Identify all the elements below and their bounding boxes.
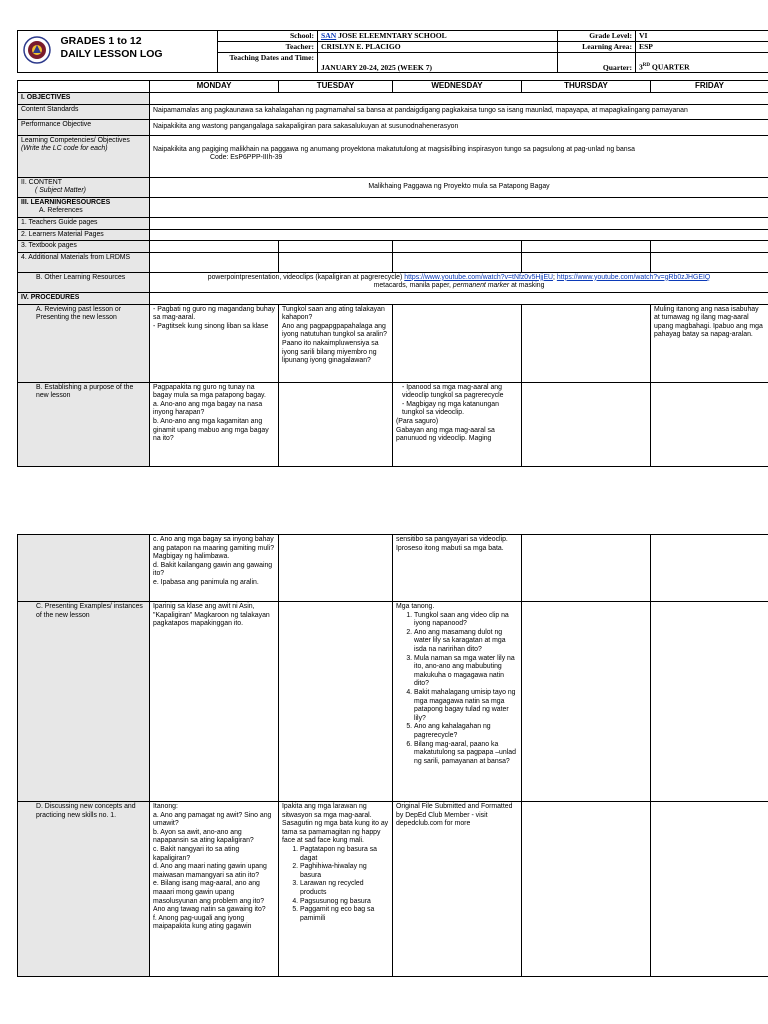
proc-b-label: B. Establishing a purpose of the new lesson: [18, 382, 150, 466]
proc-b-cont-label: [18, 535, 150, 602]
proc-a-friday: Muling itanong ang nasa isabuhay at tumawag ng ilang mag-aaral upang magbahagi. Ipabuo ang mga pahayag batay sa napag-aralan.: [651, 304, 768, 382]
content-standards-label: Content Standards: [18, 104, 150, 119]
proc-a-thursday: [522, 304, 651, 382]
competencies-label: Learning Competencies/ Objectives (Write the LC code for each): [18, 135, 150, 177]
document-title: [58, 31, 218, 73]
list-item: 2. Ano ang masamang dulot ng water lily sa karagatan at mga isda na naririhan dito?: [414, 629, 518, 655]
competency-code: Code: EsP6PPP-IIIh-39: [210, 154, 283, 162]
proc-c-label: C. Presenting Examples/ instances of the new lesson: [18, 602, 150, 802]
day-header-wednesday: WEDNESDAY: [393, 81, 522, 93]
day-header-friday: FRIDAY: [651, 81, 768, 93]
teachers-guide-label: 1. Teachers Guide pages: [18, 217, 150, 229]
list-item: 3. Mula naman sa mga water lily na ito, ano-ano ang mabubuting makukuha o magagawa natin dito?: [414, 655, 518, 689]
procedures-label: IV. PROCEDURES: [18, 292, 150, 304]
list-item: 5. Paggamit ng eco bag sa pamimili: [300, 906, 389, 923]
proc-b-cont-wednesday: sensitibo sa pangyayari sa videoclip. Iproseso itong mabuti sa mga bata.: [393, 535, 522, 602]
performance-objective-text: Naipakikita ang wastong pangangalaga sakapaligiran para sakasalukuyan at susunodnahenerasyon: [150, 119, 768, 135]
youtube-link-2[interactable]: https://www.youtube.com/watch?v=gRb0zJHGEIQ: [556, 273, 711, 281]
proc-b-monday: Pagpapakita ng guro ng tunay na bagay mula sa mga patapong bagay. a. Ano-ano ang mga bagay na nasa inyong harapan? b. Ano-ano ang mga kagamitan ang ginamit upang mabuo ang mga bagay na ito?: [150, 382, 279, 466]
youtube-link-1[interactable]: https://www.youtube.com/watch?v=tNfz0v5HjjEU: [404, 273, 554, 281]
proc-a-tuesday: Tungkol saan ang ating talakayan kahapon? Ano ang pagpapgpapahalaga ang iyong natutuhan tungkol sa aralin? Paano ito nakaimpluwensiya sa iyong sarili bilang miyembro ng lipunang iyong ginagalawan?: [279, 304, 393, 382]
list-item: 1. Pagtatapon ng basura sa dagat: [300, 846, 389, 863]
area-value: ESP: [636, 42, 768, 53]
title-line2: DAILY LESSON LOG: [60, 48, 163, 60]
proc-b-thursday: [522, 382, 651, 466]
list-item: 5. Ano ang kahalagahan ng pagrerecycle?: [414, 723, 518, 740]
list-item: 2. Paghihiwa-hiwalay ng basura: [300, 863, 389, 880]
dates-label: Teaching Dates and Time:: [218, 53, 318, 73]
other-resources-text: powerpointpresentation, videoclips (kapaligiran at pagrerecycle) https://www.youtube.com/watch?v=tNfz0v5HjjEU; https://www.youtube.com/watch?v=gRb0zJHGEIQ metacards, manila paper, permanent marker at masking: [150, 272, 768, 292]
header-table: [17, 30, 768, 73]
additional-materials-label: 4. Additional Materials from LRDMS: [18, 252, 150, 272]
list-item: 3. Larawan ng recycled products: [300, 880, 389, 897]
teacher-value: CRISLYN E. PLACIGO: [318, 42, 558, 53]
title-line1: GRADES 1 to 12: [60, 35, 142, 47]
proc-b-wednesday: - Ipanood sa mga mag-aaral ang videoclip tungkol sa pagrerecycle - Magbigay ng mga katanungan tungkol sa videoclip. (Para saguro) Gabayan ang mga mag-aaral sa panunuod ng videoclip. Maging: [393, 382, 522, 466]
proc-c-monday: Iparinig sa klase ang awit ni Asin, "Kapaligiran" Magkaroon ng talakayan pagkatapos mapakinggan ito.: [150, 602, 279, 802]
list-item: 4. Pagsusunog ng basura: [300, 898, 389, 907]
proc-a-wednesday: [393, 304, 522, 382]
proc-a-label: A. Reviewing past lesson or Presenting the new lesson: [18, 304, 150, 382]
deped-seal-icon: [23, 36, 51, 64]
lesson-log-table: [17, 80, 768, 467]
performance-objective-label: Performance Objective: [18, 119, 150, 135]
content-text: Malikhaing Paggawa ng Proyekto mula sa Patapong Bagay: [150, 177, 768, 197]
list-item: 4. Bakit mahalagang umisip tayo ng mga magagawa natin sa mga patapong bagay tulad ng water lily?: [414, 689, 518, 723]
school-value: SAN JOSE ELEEMNTARY SCHOOL: [318, 31, 558, 42]
lesson-log-table-page2: [17, 534, 768, 977]
proc-b-tuesday: [279, 382, 393, 466]
proc-d-wednesday: Original File Submitted and Formatted by DepEd Club Member - visit depedclub.com for more: [393, 802, 522, 977]
grade-label: Grade Level:: [558, 31, 636, 42]
questions-list: [396, 612, 518, 767]
proc-b-friday: [651, 382, 768, 466]
day-header-monday: MONDAY: [150, 81, 279, 93]
school-label: School:: [218, 31, 318, 42]
proc-a-monday: - Pagbati ng guro ng magandang buhay sa mag-aaral. - Pagtitsek kung sinong liban sa klase: [150, 304, 279, 382]
objectives-label: I. OBJECTIVES: [18, 93, 150, 105]
proc-b-cont-monday: c. Ano ang mga bagay sa inyong bahay ang patapon na maaring gamiting muli? Magbigay ng halimbawa. d. Bakit kailangang gawin ang gawaing ito? e. Ipabasa ang panimula ng aralin.: [150, 535, 279, 602]
content-label: II. CONTENT ( Subject Matter): [18, 177, 150, 197]
proc-d-tuesday: Ipakita ang mga larawan ng sitwasyon sa mga mag-aaral. Sasagutin ng mga bata kung ito ay tama sa pamamagitan ng happy face at sad face kung mali. 1. Pagtatapon ng basura sa dagat 2. Paghihiwa-hiwalay ng basura 3. Larawan ng recycled products 4. Pagsusunog ng basura 5. Paggamit ng eco bag sa pamimili: [279, 802, 393, 977]
competencies-text: Naipakikita ang pagiging malikhain na paggawa ng anumang proyektona makatutulong at magsisilbing inspirasyon tungo sa pagsulong at pag-unlad ng bansa Code: EsP6PPP-IIIh-39: [150, 135, 768, 177]
day-header-tuesday: TUESDAY: [279, 81, 393, 93]
dates-value: JANUARY 20-24, 2025 (WEEK 7): [318, 53, 558, 73]
learners-material-label: 2. Learners Material Pages: [18, 229, 150, 241]
quarter-label: Quarter:: [558, 53, 636, 73]
deped-logo-cell: [18, 31, 58, 73]
area-label: Learning Area:: [558, 42, 636, 53]
day-header-thursday: THURSDAY: [522, 81, 651, 93]
teacher-label: Teacher:: [218, 42, 318, 53]
proc-c-wednesday: Mga tanong. 1. Tungkol saan ang video clip na iyong napanood? 2. Ano ang masamang dulot ng water lily sa karagatan at mga isda na naririhan dito? 3. Mula naman sa mga water lily na ito, ano-ano ang mabubuting makukuha o magagawa natin dito? 4. Bakit mahalagang umisip tayo ng mga magagawa natin sa mga patapong bagay tulad ng water lily? 5. Ano ang kahalagahan ng pagrerecycle? 6. Bilang mag-aaral, paano ka makatutulong sa pagpapa –unlad ng sarili, pamayanan at bansa?: [393, 602, 522, 802]
other-resources-label: B. Other Learning Resources: [18, 272, 150, 292]
situations-list: [282, 846, 389, 923]
school-prefix: SAN: [321, 31, 337, 40]
grade-value: VI: [636, 31, 768, 42]
quarter-value: 3RD QUARTER: [636, 53, 768, 73]
proc-d-monday: Itanong: a. Ano ang pamagat ng awit? Sino ang umawit? b. Ayon sa awit, ano-ano ang napapansin sa ating kapaligiran? c. Bakit nangyari ito sa ating kapaligiran? d. Ano ang maari nating gawin upang maiwasan mamangyari sa atin ito? e. Bilang isang mag-aaral, ano ang maaari mong gawin upang masolusyunan ang problem ang ito? Ano ang tawag natin sa gawaing ito? f. Anong pag-uugali ang iyong maipapakita kung ating gagawin: [150, 802, 279, 977]
resources-label: III. LEARNINGRESOURCES A. References: [18, 197, 150, 217]
list-item: 1. Tungkol saan ang video clip na iyong napanood?: [414, 612, 518, 629]
list-item: 6. Bilang mag-aaral, paano ka makatutulong sa pagpapa –unlad ng sarili, pamayanan at bansa?: [414, 741, 518, 767]
textbook-label: 3. Textbook pages: [18, 241, 150, 253]
content-standards-text: Naipamamalas ang pagkaunawa sa kahalagahan ng pagmamahal sa bansa at pandaigdigang pagkakaisa tungo sa isang maunlad, mapayapa, at mapagkalingang pamayanan: [150, 104, 768, 119]
blank-header: [18, 81, 150, 93]
proc-d-label: D. Discussing new concepts and practicing new skills no. 1.: [18, 802, 150, 977]
